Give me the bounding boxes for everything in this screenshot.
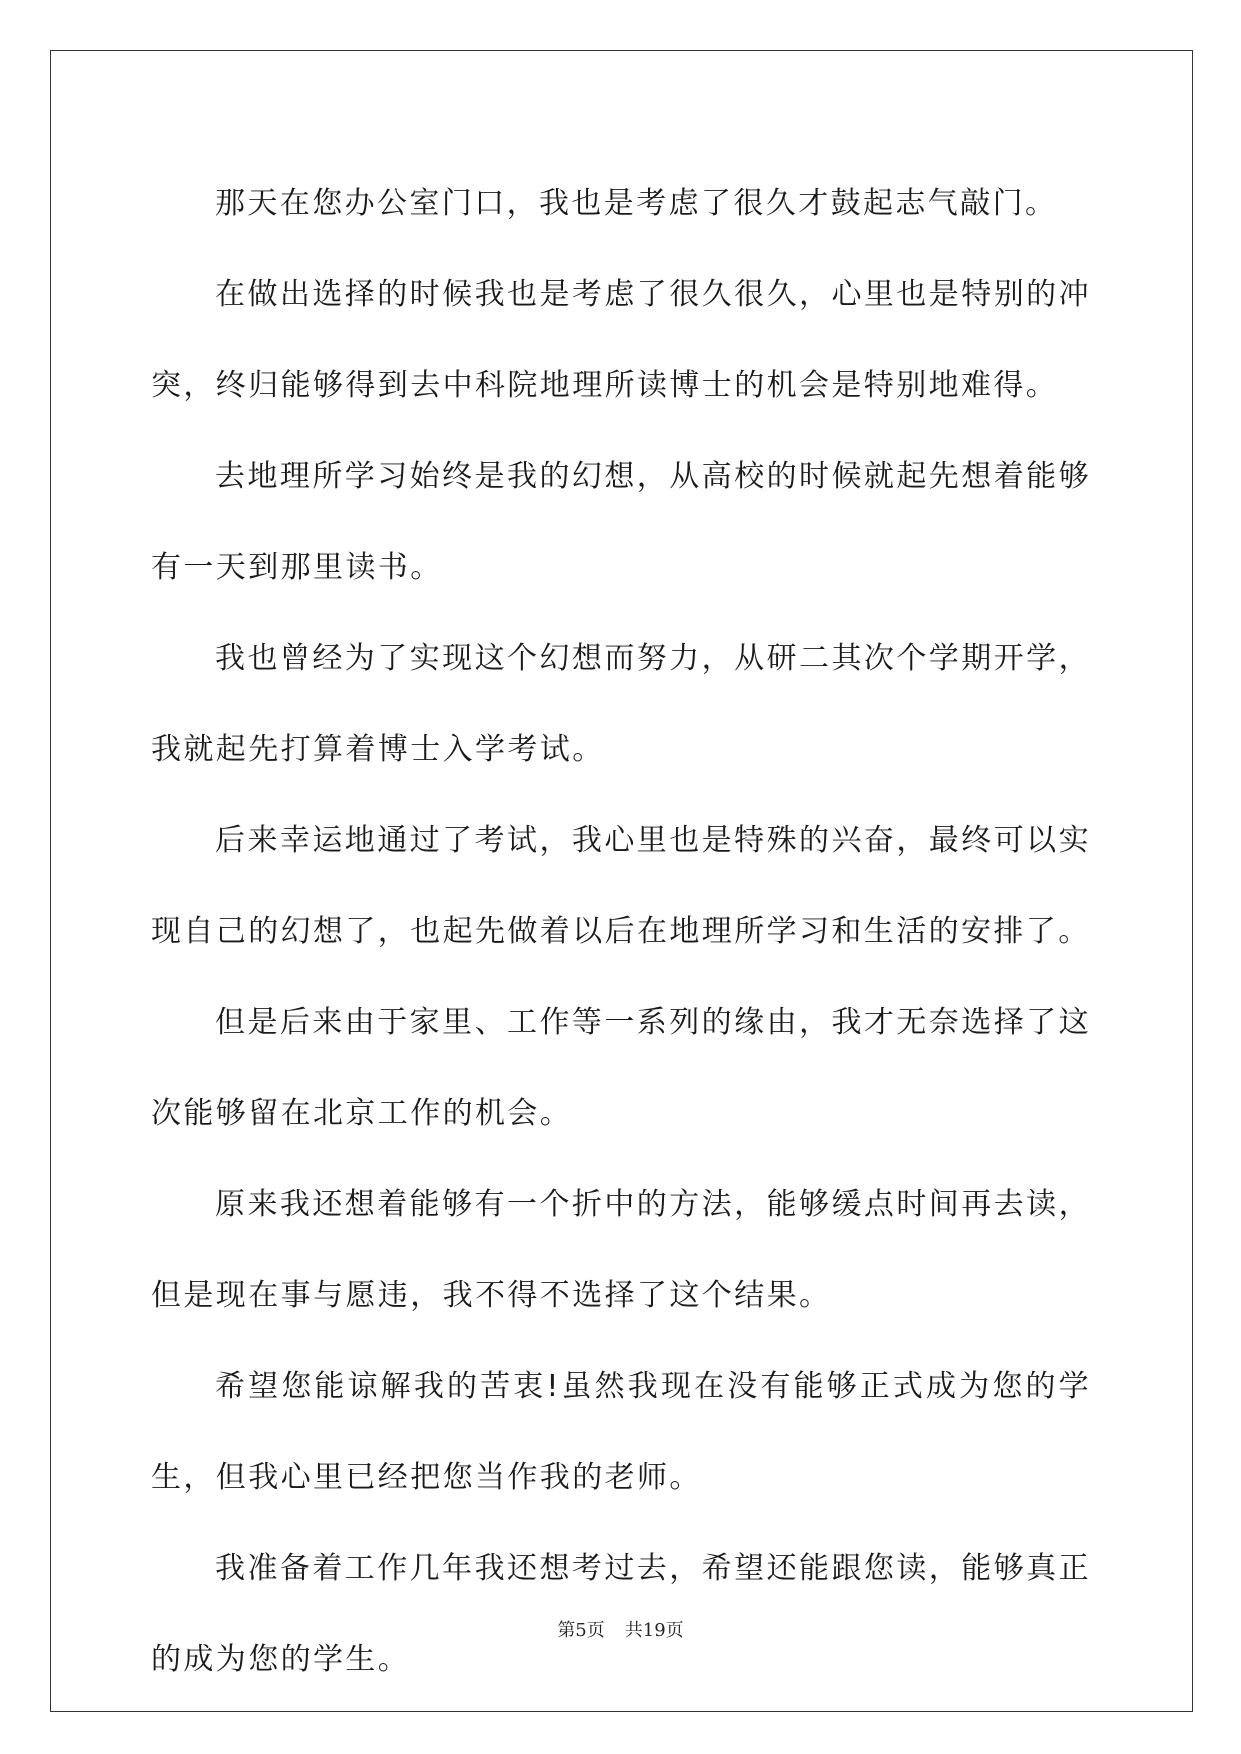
page-number: 第5页 — [557, 1620, 605, 1641]
paragraph: 我准备着工作几年我还想考过去，希望还能跟您读，能够真正的成为您的学生。 — [151, 1551, 1091, 1677]
paragraph: 我也曾经为了实现这个幻想而努力，从研二其次个学期开学，我就起先打算着博士入学考试。 — [151, 641, 1091, 767]
page-footer — [0, 1619, 1241, 1643]
paragraph: 但是后来由于家里、工作等一系列的缘由，我才无奈选择了这次能够留在北京工作的机会。 — [151, 1005, 1091, 1131]
page-total: 共19页 — [624, 1620, 684, 1641]
paragraph: 在做出选择的时候我也是考虑了很久很久，心里也是特别的冲突，终归能够得到去中科院地理所读博士的机会是特别地难得。 — [151, 277, 1091, 403]
paragraph: 希望您能谅解我的苦衷!虽然我现在没有能够正式成为您的学生，但我心里已经把您当作我的老师。 — [151, 1369, 1091, 1495]
paragraph: 那天在您办公室门口，我也是考虑了很久才鼓起志气敲门。 — [215, 186, 1058, 221]
document-body — [151, 158, 1091, 1705]
paragraph: 原来我还想着能够有一个折中的方法，能够缓点时间再去读，但是现在事与愿违，我不得不选择了这个结果。 — [151, 1187, 1091, 1313]
paragraph: 去地理所学习始终是我的幻想，从高校的时候就起先想着能够有一天到那里读书。 — [151, 459, 1091, 585]
paragraph: 后来幸运地通过了考试，我心里也是特殊的兴奋，最终可以实现自己的幻想了，也起先做着以后在地理所学习和生活的安排了。 — [151, 823, 1091, 949]
